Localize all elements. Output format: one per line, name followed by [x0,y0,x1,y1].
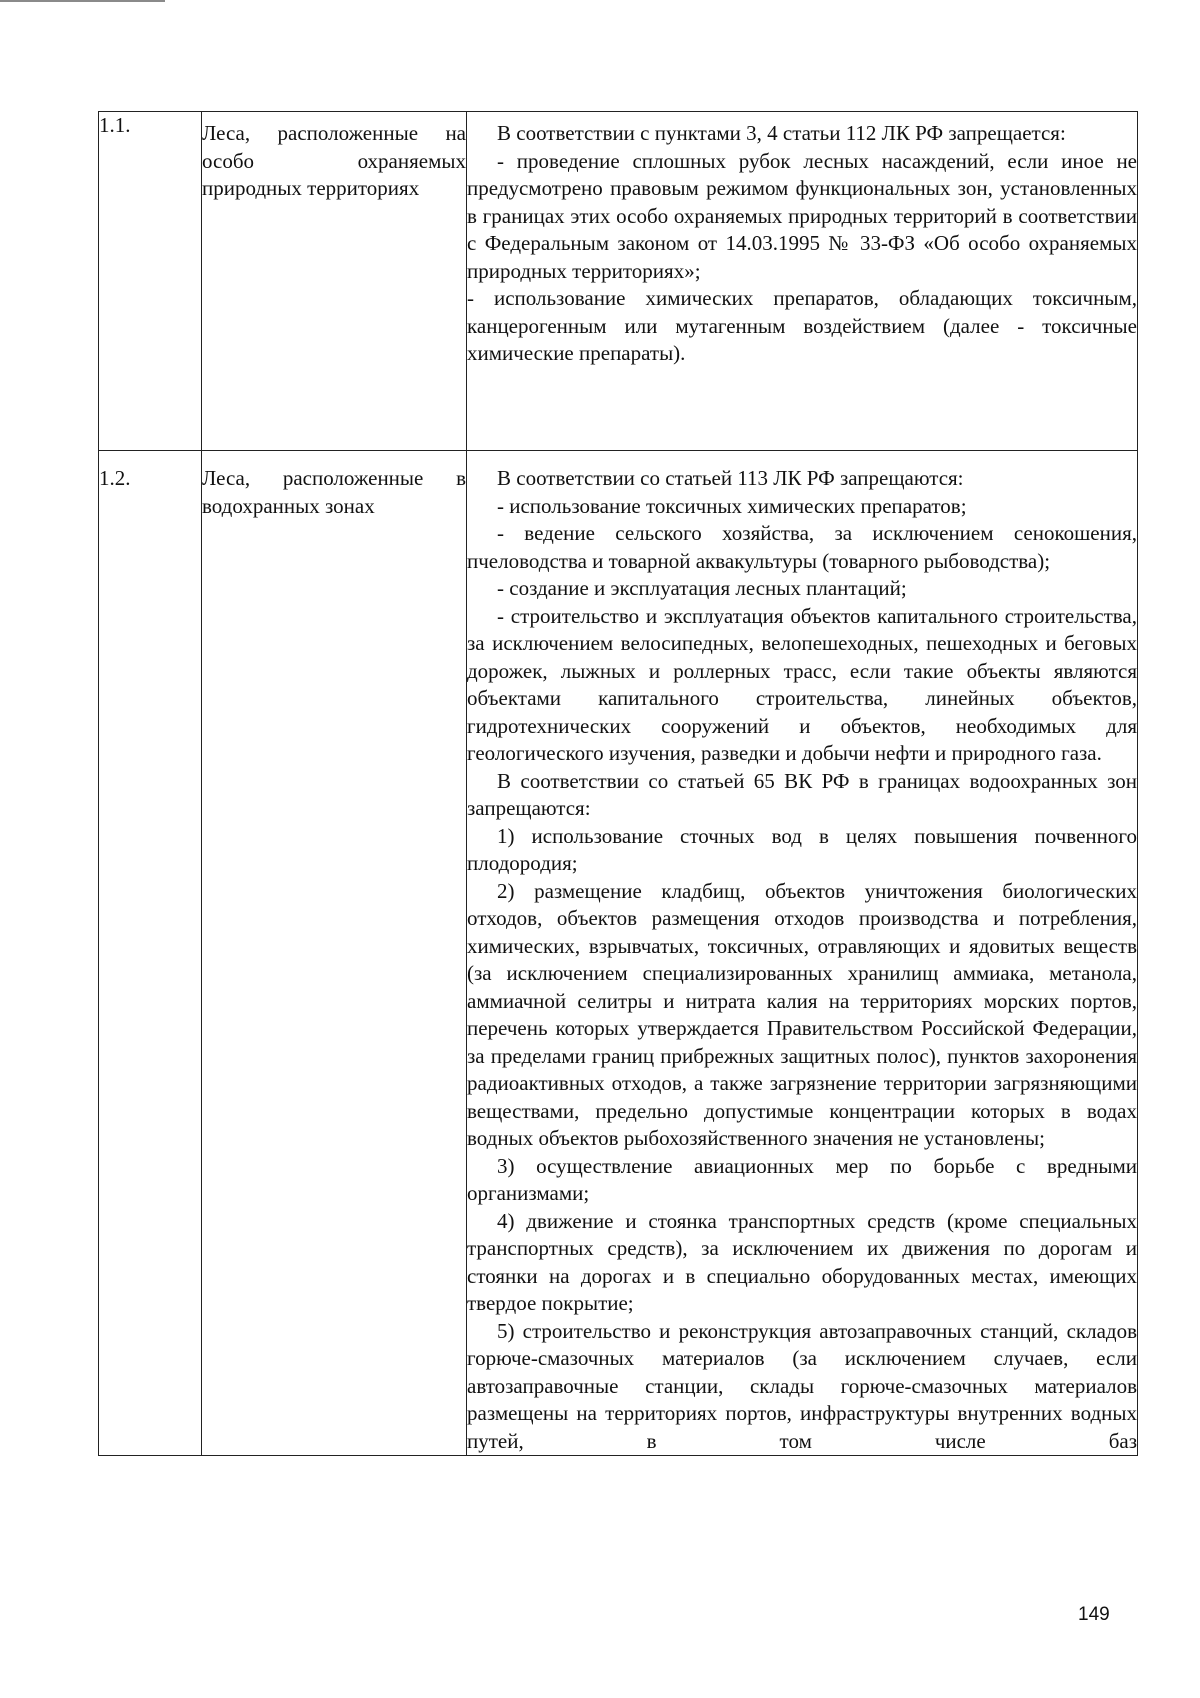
forest-category: Леса, расположенные в водохранных зонах [202,466,466,518]
restriction-paragraph: - использование химических препаратов, обладающих токсичным, канцерогенным или мутагенным воздействием (далее - токсичные химические препараты). [467,286,1137,365]
forest-category: Леса, расположенные на особо охраняемых природных территориях [202,121,466,200]
row-number-cell [99,451,202,1456]
row-number: 1.2. [99,466,131,490]
restriction-paragraph: 3) осуществление авиационных мер по борьбе с вредными организмами; [467,1153,1137,1205]
restrictions-cell [467,112,1138,451]
restrictions-cell [467,451,1138,1456]
scan-edge-mark [0,0,165,2]
restriction-paragraph: В соответствии со статьей 113 ЛК РФ запрещаются: [497,466,964,490]
regulations-table [98,111,1138,1456]
restriction-paragraph: 1) использование сточных вод в целях повышения почвенного плодородия; [467,823,1137,875]
restriction-paragraph: 2) размещение кладбищ, объектов уничтожения биологических отходов, объектов размещения отходов производства и потребления, химических, взрывчатых, токсичных, отравляющих и ядовитых веществ (за исключением специализированных хранилищ аммиака, метанола, аммиачной селитры и нитрата калия на территориях морских портов, перечень которых утверждается Правительством Российской Федерации, за пределами границ прибрежных защитных полос), пунктов захоронения радиоактивных отходов, а также загрязнение территории загрязняющими веществами, предельно допустимые концентрации которых в водах водных объектов рыбохозяйственного значения не установлены; [467,878,1137,1150]
table-row [99,451,1138,1456]
restriction-paragraph: - проведение сплошных рубок лесных насаждений, если иное не предусмотрено правовым режимом функциональных зон, установленных в границах этих особо охраняемых природных территорий в соответствии с Федеральным законом от 14.03.1995 № 33-ФЗ «Об особо охраняемых природных территориях»; [467,148,1137,283]
restriction-paragraph: - создание и эксплуатация лесных плантаций; [497,576,907,600]
restriction-paragraph: В соответствии с пунктами 3, 4 статьи 112 ЛК РФ запрещается: [497,121,1066,145]
row-number: 1.1. [99,113,131,137]
forest-category-cell [202,451,467,1456]
restriction-paragraph: 5) строительство и реконструкция автозаправочных станций, складов горюче-смазочных материалов (за исключением случаев, если автозаправочные станции, склады горюче-смазочных материалов размещены на территориях портов, инфраструктуры внутренних водных путей, в том числе баз [467,1318,1137,1453]
table-row [99,112,1138,451]
restriction-paragraph: В соответствии со статьей 65 ВК РФ в границах водоохранных зон запрещаются: [467,768,1137,820]
page-number: 149 [1078,1604,1110,1625]
restriction-paragraph: 4) движение и стоянка транспортных средств (кроме специальных транспортных средств), за исключением их движения по дорогам и стоянки на дорогах и в специально оборудованных местах, имеющих твердое покрытие; [467,1208,1137,1315]
restriction-paragraph: - использование токсичных химических препаратов; [497,493,967,518]
forest-category-cell [202,112,467,451]
row-number-cell [99,112,202,451]
restriction-paragraph: - ведение сельского хозяйства, за исключением сенокошения, пчеловодства и товарной аквакультуры (товарного рыбоводства); [467,521,1137,573]
restriction-paragraph: - строительство и эксплуатация объектов капитального строительства, за исключением велосипедных, велопешеходных, пешеходных и беговых дорожек, лыжных и роллерных трасс, если такие объекты являются объектами капитального строительства, линейных объектов, гидротехнических сооружений и объектов, необходимых для геологического изучения, разведки и добычи нефти и природного газа. [467,603,1137,765]
